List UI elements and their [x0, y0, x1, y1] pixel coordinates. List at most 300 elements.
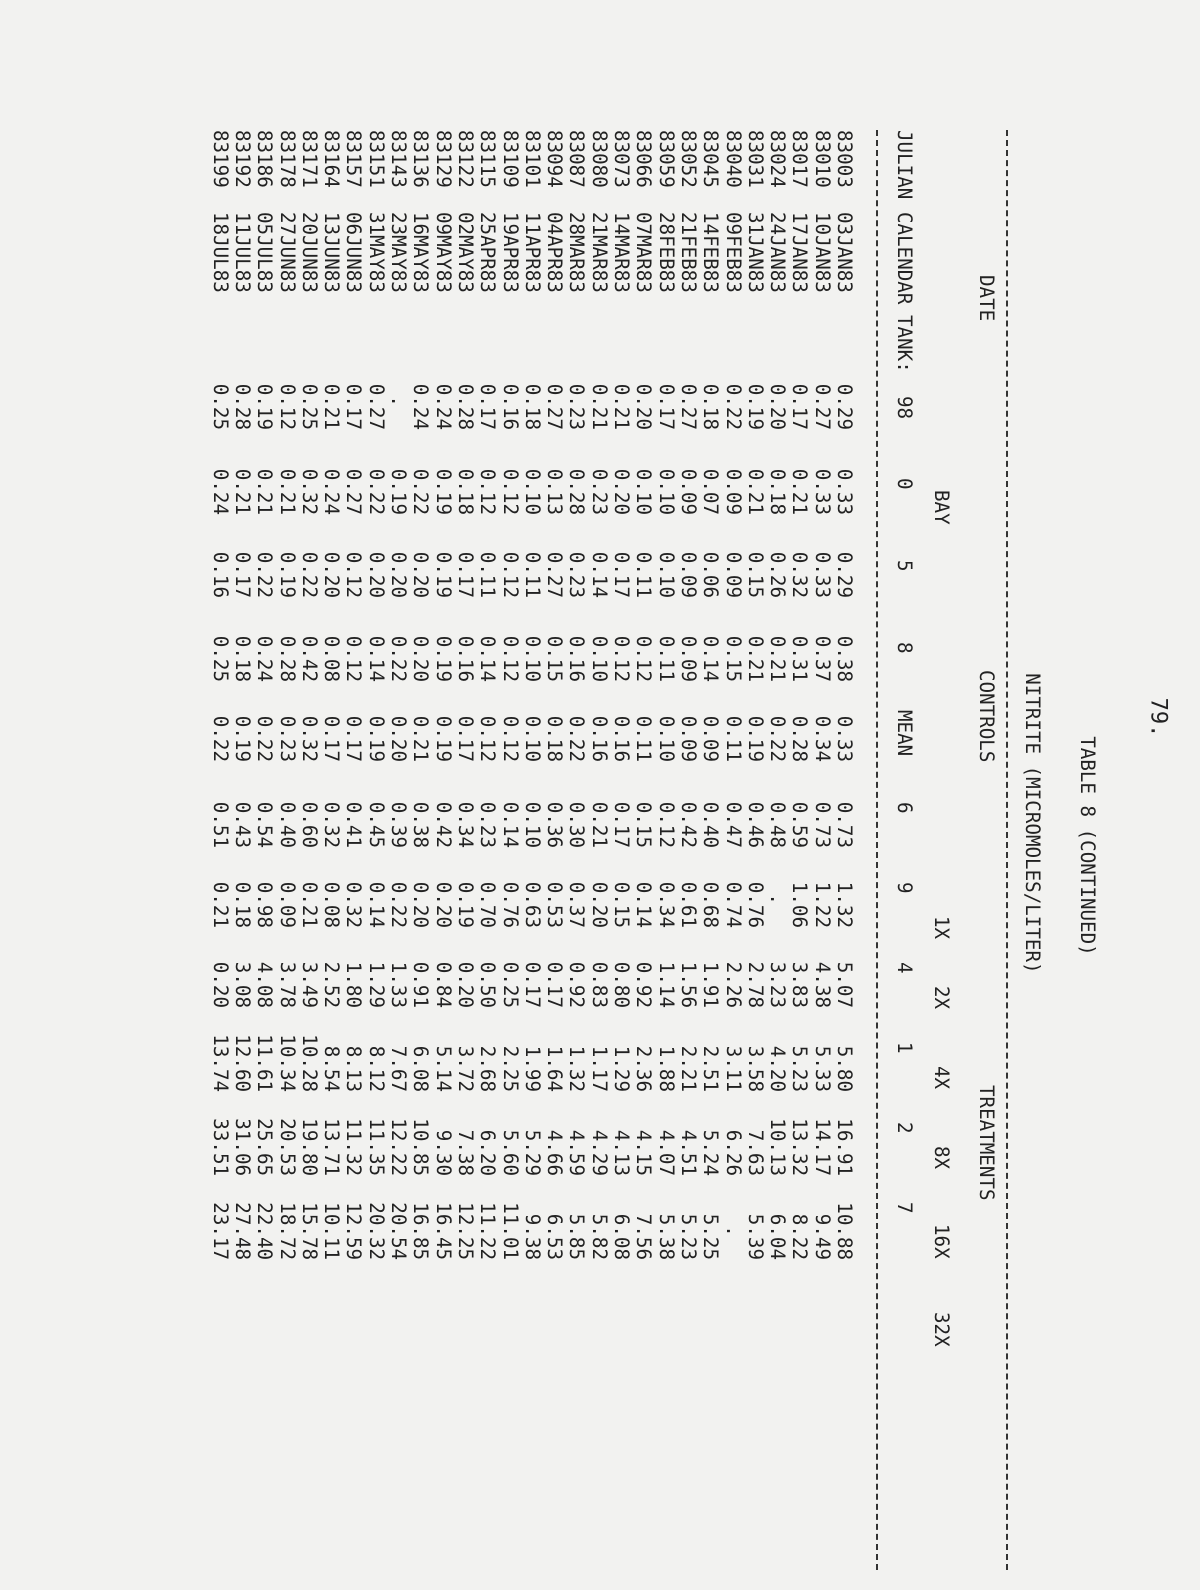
- value-cell: 0.38: [409, 801, 433, 849]
- value-cell: 0.12: [342, 635, 366, 683]
- header-level-2x: 2X: [930, 986, 953, 1010]
- value-cell: 0.28: [565, 468, 589, 516]
- value-cell: 8.22: [788, 1213, 812, 1261]
- value-cell: 0.91: [409, 961, 433, 1009]
- value-cell: 11.32: [342, 1118, 366, 1177]
- value-cell: 4.20: [766, 1045, 790, 1093]
- value-cell: 0.39: [387, 801, 411, 849]
- value-cell: 16.85: [409, 1202, 433, 1261]
- value-cell: .: [387, 395, 411, 407]
- value-cell: 12.25: [453, 1202, 477, 1261]
- value-cell: 0.09: [721, 551, 745, 599]
- value-cell: 0.43: [230, 801, 254, 849]
- value-cell: 1.06: [788, 881, 812, 929]
- value-cell: 3.23: [766, 961, 790, 1009]
- value-cell: 10.34: [275, 1034, 299, 1093]
- value-cell: 0.32: [320, 801, 344, 849]
- value-cell: 0.09: [721, 468, 745, 516]
- value-cell: 0.28: [275, 635, 299, 683]
- header-tank-5: 5: [893, 560, 916, 572]
- value-cell: 33.51: [208, 1118, 232, 1177]
- value-cell: .: [766, 893, 790, 905]
- value-cell: 0.19: [743, 715, 767, 763]
- value-cell: 0.11: [654, 635, 678, 683]
- value-cell: 5.82: [587, 1213, 611, 1261]
- value-cell: 0.24: [208, 468, 232, 516]
- value-cell: 0.46: [743, 801, 767, 849]
- value-cell: 8.13: [342, 1045, 366, 1093]
- value-cell: 0.21: [208, 881, 232, 929]
- julian-date: 83045: [699, 130, 723, 188]
- value-cell: 0.40: [275, 801, 299, 849]
- value-cell: 0.22: [297, 551, 321, 599]
- value-cell: 1.80: [342, 961, 366, 1009]
- value-cell: 31.06: [230, 1118, 254, 1177]
- value-cell: 0.12: [610, 635, 634, 683]
- value-cell: 1.22: [810, 881, 834, 929]
- value-cell: 0.20: [409, 551, 433, 599]
- value-cell: 0.25: [208, 383, 232, 431]
- value-cell: 2.78: [743, 961, 767, 1009]
- value-cell: 16.45: [431, 1202, 455, 1261]
- value-cell: 0.16: [587, 715, 611, 763]
- value-cell: 0.18: [766, 468, 790, 516]
- value-cell: 6.26: [721, 1129, 745, 1177]
- value-cell: 0.14: [699, 635, 723, 683]
- value-cell: 0.23: [275, 715, 299, 763]
- value-cell: 0.11: [721, 715, 745, 763]
- value-cell: 20.32: [364, 1202, 388, 1261]
- value-cell: 13.74: [208, 1034, 232, 1093]
- value-cell: 0.74: [721, 881, 745, 929]
- calendar-date: 11JUL83: [230, 212, 254, 293]
- value-cell: 0.10: [654, 715, 678, 763]
- header-tank-9: 9: [893, 882, 916, 894]
- calendar-date: 25APR83: [476, 212, 500, 293]
- value-cell: 0.16: [498, 383, 522, 431]
- calendar-date: 02MAY83: [453, 212, 477, 293]
- value-cell: 0.07: [699, 468, 723, 516]
- value-cell: 5.25: [699, 1213, 723, 1261]
- value-cell: 6.20: [476, 1129, 500, 1177]
- value-cell: 4.38: [810, 961, 834, 1009]
- value-cell: 0.21: [788, 468, 812, 516]
- value-cell: 0.14: [364, 635, 388, 683]
- value-cell: 11.01: [498, 1202, 522, 1261]
- value-cell: 10.28: [297, 1034, 321, 1093]
- value-cell: 0.98: [253, 881, 277, 929]
- value-cell: 0.21: [409, 715, 433, 763]
- value-cell: 0.21: [743, 468, 767, 516]
- value-cell: 0.25: [208, 635, 232, 683]
- value-cell: 13.71: [320, 1118, 344, 1177]
- value-cell: 0.92: [565, 961, 589, 1009]
- value-cell: 12.59: [342, 1202, 366, 1261]
- header-julian: JULIAN: [893, 130, 916, 200]
- value-cell: 0.36: [543, 801, 567, 849]
- value-cell: 9.30: [431, 1129, 455, 1177]
- value-cell: 0.16: [610, 715, 634, 763]
- calendar-date: 28FEB83: [654, 212, 678, 293]
- value-cell: 0.13: [543, 468, 567, 516]
- value-cell: 0.42: [676, 801, 700, 849]
- value-cell: 0.20: [453, 961, 477, 1009]
- value-cell: 0.18: [699, 383, 723, 431]
- value-cell: 0.22: [387, 635, 411, 683]
- calendar-date: 16MAY83: [409, 212, 433, 293]
- value-cell: 10.13: [766, 1118, 790, 1177]
- value-cell: 0.11: [632, 551, 656, 599]
- header-mean: MEAN: [893, 710, 916, 757]
- value-cell: 0.12: [476, 715, 500, 763]
- value-cell: 0.50: [476, 961, 500, 1009]
- value-cell: 20.54: [387, 1202, 411, 1261]
- value-cell: 0.17: [453, 715, 477, 763]
- calendar-date: 14FEB83: [699, 212, 723, 293]
- julian-date: 83129: [431, 130, 455, 188]
- value-cell: 11.61: [253, 1034, 277, 1093]
- value-cell: 0.40: [699, 801, 723, 849]
- julian-date: 83186: [253, 130, 277, 188]
- header-tank-4: 4: [893, 962, 916, 974]
- header-tank-8: 8: [893, 642, 916, 654]
- value-cell: 0.14: [632, 881, 656, 929]
- value-cell: 11.35: [364, 1118, 388, 1177]
- value-cell: 0.59: [788, 801, 812, 849]
- value-cell: 0.10: [587, 635, 611, 683]
- value-cell: 0.33: [810, 551, 834, 599]
- value-cell: 0.21: [587, 383, 611, 431]
- value-cell: 0.17: [543, 961, 567, 1009]
- julian-date: 83066: [632, 130, 656, 188]
- value-cell: 0.20: [320, 551, 344, 599]
- header-tank-2: 2: [893, 1122, 916, 1134]
- value-cell: 3.58: [743, 1045, 767, 1093]
- table-subtitle: [999, 627, 1065, 974]
- value-cell: 1.32: [565, 1045, 589, 1093]
- value-cell: 0.22: [565, 715, 589, 763]
- value-cell: 0.20: [632, 383, 656, 431]
- value-cell: 4.15: [632, 1129, 656, 1177]
- value-cell: 1.64: [543, 1045, 567, 1093]
- value-cell: 0.17: [453, 551, 477, 599]
- value-cell: 0.22: [253, 551, 277, 599]
- value-cell: 0.12: [498, 551, 522, 599]
- value-cell: 0.27: [364, 383, 388, 431]
- value-cell: 0.92: [632, 961, 656, 1009]
- value-cell: 5.33: [810, 1045, 834, 1093]
- value-cell: 8.12: [364, 1045, 388, 1093]
- value-cell: 1.91: [699, 961, 723, 1009]
- value-cell: 0.17: [230, 551, 254, 599]
- value-cell: 20.53: [275, 1118, 299, 1177]
- value-cell: 0.20: [610, 468, 634, 516]
- value-cell: 4.59: [565, 1129, 589, 1177]
- julian-date: 83094: [543, 130, 567, 188]
- value-cell: 0.22: [364, 468, 388, 516]
- value-cell: 14.17: [810, 1118, 834, 1177]
- table-title-text: TABLE 8 (CONTINUED): [1076, 736, 1099, 956]
- calendar-date: 27JUN83: [275, 212, 299, 293]
- value-cell: 1.33: [387, 961, 411, 1009]
- value-cell: 0.76: [498, 881, 522, 929]
- value-cell: 4.66: [543, 1129, 567, 1177]
- value-cell: 2.68: [476, 1045, 500, 1093]
- value-cell: 0.32: [297, 715, 321, 763]
- value-cell: 0.18: [520, 383, 544, 431]
- value-cell: 0.38: [833, 635, 856, 683]
- julian-date: 83164: [320, 130, 344, 188]
- value-cell: 5.38: [654, 1213, 678, 1261]
- value-cell: 3.78: [275, 961, 299, 1009]
- value-cell: 0.63: [520, 881, 544, 929]
- value-cell: 5.60: [498, 1129, 522, 1177]
- value-cell: 0.10: [632, 468, 656, 516]
- value-cell: 0.16: [453, 635, 477, 683]
- value-cell: 0.47: [721, 801, 745, 849]
- value-cell: 4.13: [610, 1129, 634, 1177]
- value-cell: 1.88: [654, 1045, 678, 1093]
- value-cell: 0.19: [275, 551, 299, 599]
- value-cell: 5.07: [833, 961, 856, 1009]
- julian-date: 83031: [743, 130, 767, 188]
- value-cell: 0.11: [476, 551, 500, 599]
- value-cell: 9.49: [810, 1213, 834, 1261]
- value-cell: 0.12: [632, 635, 656, 683]
- header-level-32x: 32X: [930, 1312, 953, 1347]
- value-cell: 4.29: [587, 1129, 611, 1177]
- calendar-date: 13JUN83: [320, 212, 344, 293]
- value-cell: 0.20: [431, 881, 455, 929]
- value-cell: 0.15: [743, 551, 767, 599]
- value-cell: 0.51: [208, 801, 232, 849]
- value-cell: 6.53: [543, 1213, 567, 1261]
- value-cell: 0.21: [297, 881, 321, 929]
- value-cell: 0.24: [253, 635, 277, 683]
- value-cell: 18.72: [275, 1202, 299, 1261]
- value-cell: 4.08: [253, 961, 277, 1009]
- value-cell: 0.37: [565, 881, 589, 929]
- value-cell: 0.73: [833, 801, 856, 849]
- value-cell: 0.19: [431, 635, 455, 683]
- value-cell: 0.19: [431, 468, 455, 516]
- value-cell: 2.51: [699, 1045, 723, 1093]
- calendar-date: 09FEB83: [721, 212, 745, 293]
- value-cell: 0.54: [253, 801, 277, 849]
- value-cell: 0.61: [676, 881, 700, 929]
- value-cell: 2.36: [632, 1045, 656, 1093]
- calendar-date: 09MAY83: [431, 212, 455, 293]
- value-cell: 5.24: [699, 1129, 723, 1177]
- value-cell: 0.21: [275, 468, 299, 516]
- calendar-date: 21FEB83: [676, 212, 700, 293]
- value-cell: 0.22: [253, 715, 277, 763]
- value-cell: 0.42: [297, 635, 321, 683]
- calendar-date: 31MAY83: [364, 212, 388, 293]
- value-cell: 0.12: [476, 468, 500, 516]
- divider-top: [1006, 130, 1008, 1570]
- value-cell: 0.26: [766, 551, 790, 599]
- value-cell: 0.33: [833, 715, 856, 763]
- value-cell: 0.23: [565, 551, 589, 599]
- julian-date: 83010: [810, 130, 834, 188]
- value-cell: 0.17: [610, 801, 634, 849]
- julian-date: 83101: [520, 130, 544, 188]
- value-cell: 0.17: [320, 715, 344, 763]
- value-cell: 2.21: [676, 1045, 700, 1093]
- calendar-date: 19APR83: [498, 212, 522, 293]
- value-cell: 0.48: [766, 801, 790, 849]
- value-cell: 0.17: [654, 383, 678, 431]
- value-cell: 0.27: [342, 468, 366, 516]
- calendar-date: 03JAN83: [833, 212, 856, 293]
- value-cell: 13.32: [788, 1118, 812, 1177]
- value-cell: 0.68: [699, 881, 723, 929]
- value-cell: 0.06: [699, 551, 723, 599]
- value-cell: 0.27: [543, 551, 567, 599]
- value-cell: 0.29: [833, 383, 856, 431]
- value-cell: 0.23: [476, 801, 500, 849]
- calendar-date: 23MAY83: [387, 212, 411, 293]
- value-cell: 0.17: [342, 715, 366, 763]
- header-controls: CONTROLS: [975, 670, 998, 763]
- value-cell: 0.27: [810, 383, 834, 431]
- value-cell: 0.28: [453, 383, 477, 431]
- rotated-table-page: [160, 130, 1120, 1590]
- value-cell: 0.12: [498, 635, 522, 683]
- value-cell: 0.14: [498, 801, 522, 849]
- value-cell: 0.18: [543, 715, 567, 763]
- value-cell: 0.12: [654, 801, 678, 849]
- calendar-date: 11APR83: [520, 212, 544, 293]
- value-cell: 2.52: [320, 961, 344, 1009]
- value-cell: 0.31: [788, 635, 812, 683]
- value-cell: 5.14: [431, 1045, 455, 1093]
- header-tank-1: 1: [893, 1042, 916, 1054]
- value-cell: 0.15: [610, 881, 634, 929]
- calendar-date: 18JUL83: [208, 212, 232, 293]
- value-cell: 27.48: [230, 1202, 254, 1261]
- value-cell: 0.15: [632, 801, 656, 849]
- value-cell: 0.80: [610, 961, 634, 1009]
- value-cell: 0.27: [543, 383, 567, 431]
- julian-date: 83151: [364, 130, 388, 188]
- value-cell: 0.76: [743, 881, 767, 929]
- value-cell: 7.38: [453, 1129, 477, 1177]
- value-cell: 0.15: [721, 635, 745, 683]
- value-cell: .: [721, 1225, 745, 1237]
- value-cell: 0.20: [364, 551, 388, 599]
- header-level-1x: 1X: [930, 916, 953, 940]
- julian-date: 83199: [208, 130, 232, 188]
- value-cell: 25.65: [253, 1118, 277, 1177]
- value-cell: 0.12: [275, 383, 299, 431]
- value-cell: 1.99: [520, 1045, 544, 1093]
- value-cell: 1.56: [676, 961, 700, 1009]
- value-cell: 5.23: [788, 1045, 812, 1093]
- value-cell: 0.28: [230, 383, 254, 431]
- julian-date: 83080: [587, 130, 611, 188]
- value-cell: 1.14: [654, 961, 678, 1009]
- value-cell: 16.91: [833, 1118, 856, 1177]
- value-cell: 0.16: [208, 551, 232, 599]
- value-cell: 0.11: [520, 551, 544, 599]
- value-cell: 0.22: [766, 715, 790, 763]
- value-cell: 0.21: [766, 635, 790, 683]
- value-cell: 2.25: [498, 1045, 522, 1093]
- calendar-date: 21MAR83: [587, 212, 611, 293]
- value-cell: 0.19: [387, 468, 411, 516]
- value-cell: 0.33: [810, 468, 834, 516]
- value-cell: 0.34: [453, 801, 477, 849]
- value-cell: 0.84: [431, 961, 455, 1009]
- value-cell: 0.17: [342, 383, 366, 431]
- value-cell: 0.32: [297, 468, 321, 516]
- julian-date: 83024: [766, 130, 790, 188]
- value-cell: 0.12: [498, 468, 522, 516]
- value-cell: 0.08: [320, 881, 344, 929]
- value-cell: 0.17: [476, 383, 500, 431]
- julian-date: 83157: [342, 130, 366, 188]
- value-cell: 0.10: [654, 468, 678, 516]
- value-cell: 6.08: [610, 1213, 634, 1261]
- value-cell: 12.60: [230, 1034, 254, 1093]
- julian-date: 83109: [498, 130, 522, 188]
- header-tank-7: 7: [893, 1202, 916, 1214]
- value-cell: 0.21: [587, 801, 611, 849]
- value-cell: 0.19: [431, 715, 455, 763]
- julian-date: 83073: [610, 130, 634, 188]
- value-cell: 0.29: [833, 551, 856, 599]
- julian-date: 83052: [676, 130, 700, 188]
- value-cell: 0.16: [565, 635, 589, 683]
- julian-date: 83178: [275, 130, 299, 188]
- value-cell: 11.22: [476, 1202, 500, 1261]
- value-cell: 0.14: [476, 635, 500, 683]
- calendar-date: 31JAN83: [743, 212, 767, 293]
- value-cell: 0.19: [230, 715, 254, 763]
- value-cell: 0.27: [676, 383, 700, 431]
- value-cell: 0.09: [676, 635, 700, 683]
- value-cell: 0.15: [543, 635, 567, 683]
- value-cell: 3.83: [788, 961, 812, 1009]
- julian-date: 83171: [297, 130, 321, 188]
- value-cell: 0.12: [498, 715, 522, 763]
- value-cell: 0.22: [387, 881, 411, 929]
- julian-date: 83017: [788, 130, 812, 188]
- value-cell: 0.73: [810, 801, 834, 849]
- value-cell: 4.51: [676, 1129, 700, 1177]
- value-cell: 0.23: [587, 468, 611, 516]
- value-cell: 0.20: [387, 715, 411, 763]
- value-cell: 0.18: [453, 468, 477, 516]
- value-cell: 0.10: [520, 635, 544, 683]
- value-cell: 9.38: [520, 1213, 544, 1261]
- julian-date: 83003: [833, 130, 856, 188]
- header-calendar: CALENDAR: [893, 212, 916, 305]
- julian-date: 83087: [565, 130, 589, 188]
- value-cell: 0.17: [610, 551, 634, 599]
- value-cell: 10.88: [833, 1202, 856, 1261]
- value-cell: 0.32: [342, 881, 366, 929]
- value-cell: 1.29: [610, 1045, 634, 1093]
- value-cell: 1.29: [364, 961, 388, 1009]
- value-cell: 7.56: [632, 1213, 656, 1261]
- value-cell: 0.08: [320, 635, 344, 683]
- header-bay: BAY: [930, 490, 953, 525]
- value-cell: 0.25: [498, 961, 522, 1009]
- value-cell: 0.19: [364, 715, 388, 763]
